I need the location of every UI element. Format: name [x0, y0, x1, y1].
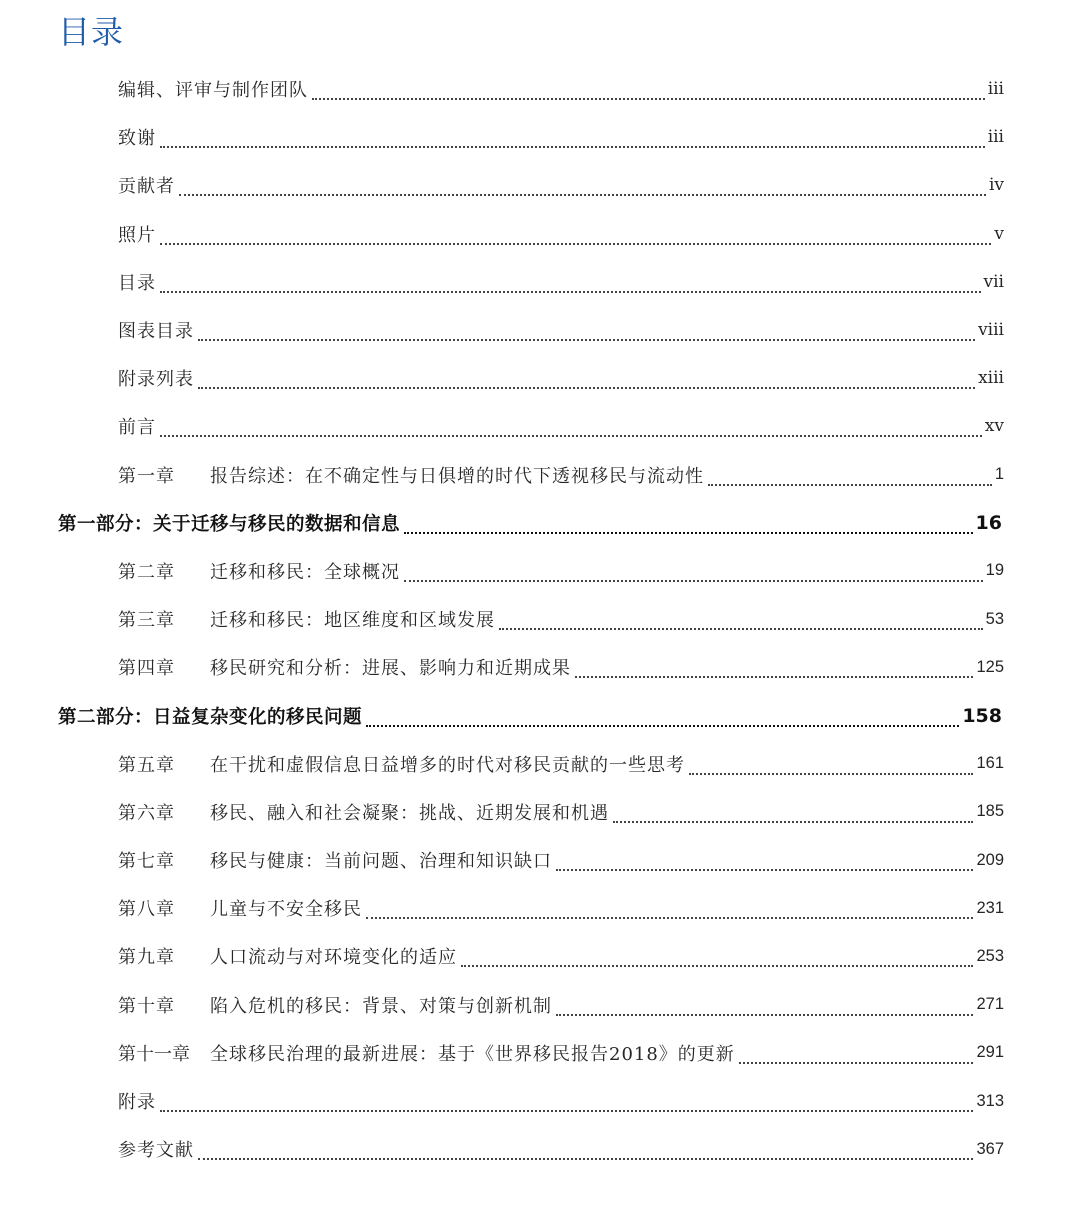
toc-chapter-label: 第四章	[118, 658, 175, 680]
dot-leader	[160, 231, 991, 245]
toc-entry-title: 移民研究和分析：进展、影响力和近期成果	[210, 658, 571, 680]
toc-entry[interactable]	[0, 1077, 1080, 1125]
page-title: 目录	[58, 13, 125, 51]
toc-entry[interactable]	[0, 161, 1080, 209]
toc-entry-title: 致谢	[118, 128, 156, 150]
toc-entry-title: 前言	[118, 417, 156, 439]
toc-entry-title: 图表目录	[118, 321, 194, 343]
toc-chapter-label: 第五章	[118, 754, 175, 776]
toc-entry-title: 陷入危机的移民：背景、对策与创新机制	[210, 995, 552, 1017]
toc-chapter-label: 第十一章	[118, 1043, 190, 1065]
dot-leader	[160, 279, 981, 293]
toc-chapter-label: 第九章	[118, 947, 175, 969]
toc-entry-title: 附录列表	[118, 369, 194, 391]
toc-entry-title: 儿童与不安全移民	[210, 899, 362, 921]
toc-entry-title: 目录	[118, 272, 156, 294]
toc-entry-title: 照片	[118, 224, 156, 246]
toc-entry-title: 全球移民治理的最新进展：基于《世界移民报告2018》的更新	[210, 1043, 735, 1065]
toc-page-number: 253	[976, 946, 1004, 965]
dot-leader	[689, 761, 973, 775]
dot-leader	[461, 953, 973, 967]
toc-chapter-label: 第七章	[118, 851, 175, 873]
toc-entry[interactable]	[0, 306, 1080, 354]
toc-chapter-label: 第三章	[118, 610, 175, 632]
toc-page-number: 313	[976, 1091, 1004, 1110]
toc-page-number: 209	[976, 850, 1004, 869]
toc-page-number: 271	[976, 995, 1004, 1014]
toc-page-number: vii	[983, 271, 1004, 292]
toc-entry[interactable]	[0, 1029, 1080, 1077]
toc-page-number: 16	[975, 511, 1002, 534]
toc-entry-title: 在干扰和虚假信息日益增多的时代对移民贡献的一些思考	[210, 754, 685, 776]
dot-leader	[739, 1050, 974, 1064]
toc-entry-title: 迁移和移民：全球概况	[210, 561, 400, 583]
toc-page-number: iii	[987, 127, 1004, 148]
toc-page-number: 19	[985, 561, 1004, 580]
toc-chapter-label: 第十章	[118, 995, 175, 1017]
toc-entry[interactable]	[0, 884, 1080, 932]
toc-entry-title: 报告综述：在不确定性与日俱增的时代下透视移民与流动性	[210, 465, 704, 487]
toc-page-number: 1	[994, 465, 1004, 484]
toc-page-number: iv	[988, 175, 1004, 196]
dot-leader	[160, 423, 982, 437]
toc-page-number: 185	[976, 802, 1004, 821]
toc-entry[interactable]	[0, 547, 1080, 595]
toc-entry[interactable]	[0, 113, 1080, 161]
toc-page-number: xv	[984, 416, 1004, 437]
toc-page-number: v	[994, 223, 1004, 244]
toc-entry[interactable]	[0, 740, 1080, 788]
toc-entry[interactable]	[0, 981, 1080, 1029]
dot-leader	[613, 809, 973, 823]
toc-page-number: 367	[976, 1139, 1004, 1158]
toc-part-heading[interactable]	[0, 499, 1080, 547]
toc-entry[interactable]	[0, 932, 1080, 980]
dot-leader	[708, 472, 992, 486]
toc-part-heading[interactable]	[0, 691, 1080, 739]
toc-entry-title: 第二部分：日益复杂变化的移民问题	[58, 706, 363, 728]
dot-leader	[179, 182, 986, 196]
toc-entry-title: 附录	[118, 1092, 156, 1114]
dot-leader	[312, 86, 985, 100]
dot-leader	[366, 905, 973, 919]
toc-page-number: 231	[976, 898, 1004, 917]
toc-chapter-label: 第六章	[118, 802, 175, 824]
toc-entry[interactable]	[0, 210, 1080, 258]
toc-page-number: 291	[976, 1043, 1004, 1062]
toc-entry-title: 贡献者	[118, 176, 175, 198]
toc-page-number: iii	[987, 79, 1004, 100]
dot-leader	[198, 327, 975, 341]
toc-entry[interactable]	[0, 402, 1080, 450]
toc-entry[interactable]	[0, 836, 1080, 884]
dot-leader	[198, 1146, 973, 1160]
toc-entry[interactable]	[0, 643, 1080, 691]
dot-leader	[366, 713, 959, 727]
toc-chapter-label: 第一章	[118, 465, 175, 487]
toc-entry-title: 第一部分：关于迁移与移民的数据和信息	[58, 513, 401, 535]
toc-entry[interactable]	[0, 258, 1080, 306]
dot-leader	[160, 134, 985, 148]
dot-leader	[404, 568, 983, 582]
toc-entry-title: 移民、融入和社会凝聚：挑战、近期发展和机遇	[210, 802, 609, 824]
toc-entry[interactable]	[0, 451, 1080, 499]
dot-leader	[556, 1002, 973, 1016]
dot-leader	[575, 664, 973, 678]
toc-entry-title: 人口流动与对环境变化的适应	[210, 947, 457, 969]
toc-entry[interactable]	[0, 788, 1080, 836]
dot-leader	[404, 520, 973, 534]
toc-entry-title: 参考文献	[118, 1140, 194, 1162]
toc-list	[0, 65, 1080, 1173]
toc-page-number: 161	[976, 754, 1004, 773]
toc-page-number: xiii	[978, 368, 1004, 389]
toc-entry-title: 移民与健康：当前问题、治理和知识缺口	[210, 851, 552, 873]
toc-entry[interactable]	[0, 1125, 1080, 1173]
toc-entry-title: 编辑、评审与制作团队	[118, 80, 308, 102]
toc-chapter-label: 第二章	[118, 561, 175, 583]
toc-chapter-label: 第八章	[118, 899, 175, 921]
dot-leader	[499, 616, 983, 630]
dot-leader	[556, 857, 973, 871]
toc-page-number: 125	[976, 657, 1004, 676]
toc-entry[interactable]	[0, 595, 1080, 643]
dot-leader	[160, 1098, 973, 1112]
toc-page-number: viii	[978, 320, 1004, 341]
toc-entry-title: 迁移和移民：地区维度和区域发展	[210, 610, 495, 632]
toc-page-number: 158	[962, 704, 1002, 727]
toc-entry[interactable]	[0, 354, 1080, 402]
toc-entry[interactable]	[0, 65, 1080, 113]
dot-leader	[198, 375, 975, 389]
toc-page-number: 53	[985, 609, 1004, 628]
